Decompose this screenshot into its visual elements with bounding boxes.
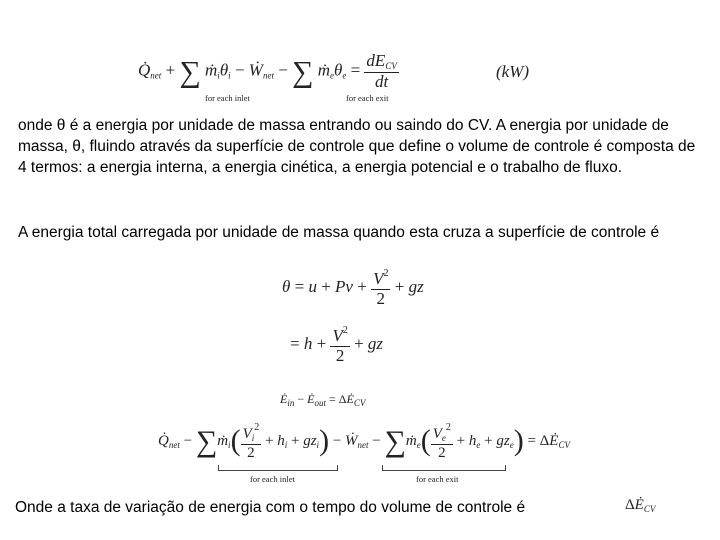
eq1-units: (kW) <box>496 62 530 81</box>
eq1-exit-label: for each exit <box>346 93 389 103</box>
eq4-exit-brace <box>382 465 506 471</box>
eq4-inlet-brace <box>218 465 338 471</box>
equation-energy-rate-expanded: $Q̇_{net}$ − ∑ṁ$_i$( $\frac{V_i^2}{2}$ + $h_i + gz_i$) − Ẇ$_{net}$ − ∑ṁ$_e$( $\frac{V_e^2}{2}$ + $h_e + gz_e$) = $\Delta Ė_{CV}$ <box>158 422 570 461</box>
paragraph-total-energy: A energia total carregada por unidade de massa quando esta cruza a superfície de controle é <box>18 224 660 241</box>
equation-energy-rate-balance: $Q̇_{net}$ + ∑ $ṁ_i\theta_i$ − Ẇ$_{net}$ − ∑ $ṁ_e\theta_e$ = $\frac{dE_{CV}}{dt}$ <box>138 51 397 91</box>
equation-energy-rate-labels: $Ė_{in}$ − $Ė_{out}$ = $\Delta Ė_{CV}$ <box>280 392 366 408</box>
paragraph-theta-definition: onde θ é a energia por unidade de massa entrando ou saindo do CV. A energia por unidade de massa, θ, fluindo através da superfície de controle que define o volume de controle é composta de 4 termos: a energia interna, a energia cinética, a energia potencial e o trabalho de fluxo. <box>18 117 696 176</box>
delta-e-cv-symbol: $\Delta Ė_{CV}$ <box>625 497 656 514</box>
eq4-exit-label: for each exit <box>416 474 459 484</box>
eq4-inlet-label: for each inlet <box>250 474 295 484</box>
eq1-inlet-label: for each inlet <box>205 93 250 103</box>
equation-theta-definition: θ = u + Pv + $\frac{V^2}{2}$ + gz <box>282 268 424 308</box>
equation-theta-enthalpy: = h + $\frac{V^2}{2}$ + gz <box>290 325 384 365</box>
caption-control-volume-rate: Onde a taxa de variação de energia com o tempo do volume de controle é <box>15 499 526 516</box>
